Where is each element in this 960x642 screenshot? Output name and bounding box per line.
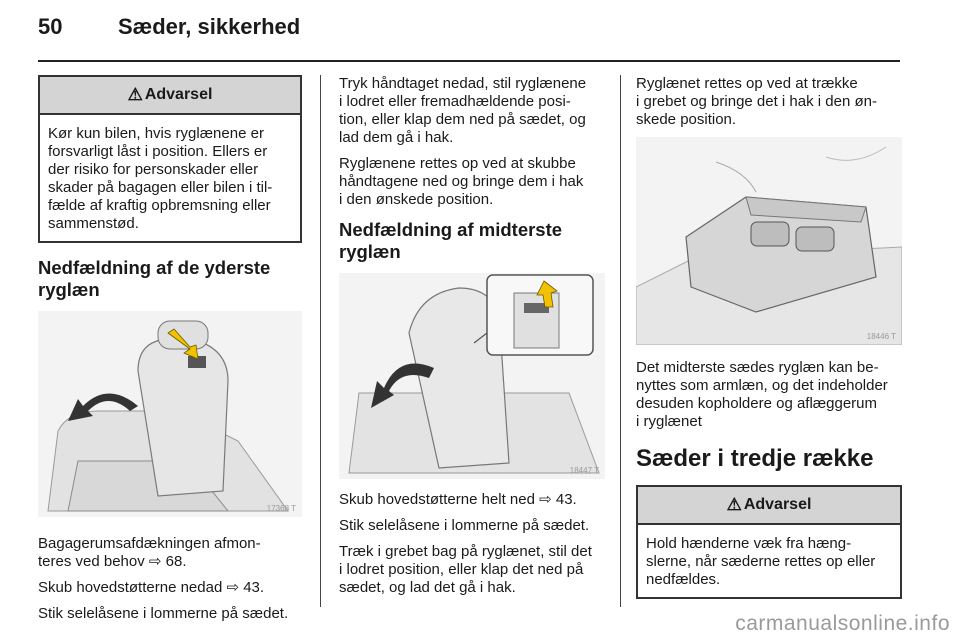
outer-backrest-illustration: [38, 311, 302, 517]
paragraph: Det midterste sædes ryglæn kan be- nyttes som armlæn, og det indeholder desuden kopholdere og aflæggerum i ryglænet: [636, 359, 888, 430]
figure-code: 18447 T: [569, 466, 599, 475]
paragraph: Skub hovedstøtterne nedad ⇨ 43.: [38, 579, 265, 596]
paragraph: Tryk håndtaget nedad, stil ryglænene i lodret eller fremadhældende posi- tion, eller klap dem ned på sædet, og lad dem gå i hak.: [339, 75, 587, 146]
figure-code: 18446 T: [866, 332, 896, 341]
warning-box: [38, 75, 302, 243]
warning-title: Advarsel: [144, 86, 213, 103]
armrest-illustration: [636, 137, 902, 345]
section-heading: Sæder i tredje række: [636, 445, 874, 472]
paragraph: Stik selelåsene i lommerne på sædet.: [38, 605, 289, 622]
outer-backrest-figure: [38, 311, 302, 517]
watermark: carmanualsonline.info: [735, 612, 950, 635]
page-number: 50: [38, 14, 63, 39]
figure-code: 17368 T: [266, 504, 296, 513]
column-right: [636, 75, 902, 599]
header-rule: [38, 60, 900, 62]
paragraph: Ryglænene rettes op ved at skubbe håndtagene ned og bringe dem i hak i den ønskede position.: [339, 155, 584, 208]
warning-header: [638, 487, 900, 525]
paragraph: Ryglænet rettes op ved at trække i grebet og bringe det i hak i den øn- skede position.: [636, 75, 877, 128]
middle-backrest-illustration: [339, 273, 605, 479]
armrest-figure: [636, 137, 902, 345]
paragraph: Bagagerumsafdækningen afmon- teres ved behov ⇨ 68.: [38, 535, 261, 570]
page-title: Sæder, sikkerhed: [118, 14, 301, 39]
column-divider-2: [620, 75, 621, 607]
warning-header: [40, 77, 300, 115]
section-heading: Nedfældning af midterste ryglæn: [339, 219, 563, 262]
warning-text: Hold hænderne væk fra hæng- slerne, når sæderne rettes op eller nedfældes.: [646, 535, 876, 588]
column-middle: [339, 75, 605, 605]
paragraph: Stik selelåsene i lommerne på sædet.: [339, 517, 590, 534]
warning-triangle-icon: ⚠: [127, 85, 143, 104]
paragraph: Træk i grebet bag på ryglænet, stil det i lodret position, eller klap det ned på sædet, og lad det gå i hak.: [339, 543, 592, 596]
column-divider-1: [320, 75, 321, 607]
warning-title: Advarsel: [743, 496, 812, 513]
middle-backrest-figure: [339, 273, 605, 479]
section-heading: Nedfældning af de yderste ryglæn: [38, 257, 271, 300]
column-left: [38, 75, 302, 631]
paragraph: Skub hovedstøtterne helt ned ⇨ 43.: [339, 491, 577, 508]
warning-text: Kør kun bilen, hvis ryglænene er forsvarligt låst i position. Ellers er der risiko for personskader eller skader på bagagen eller bilen i til- fælde af kraftig opbremsning eller sammenstød.: [48, 125, 273, 232]
warning-box: [636, 485, 902, 599]
warning-triangle-icon: ⚠: [726, 495, 742, 514]
